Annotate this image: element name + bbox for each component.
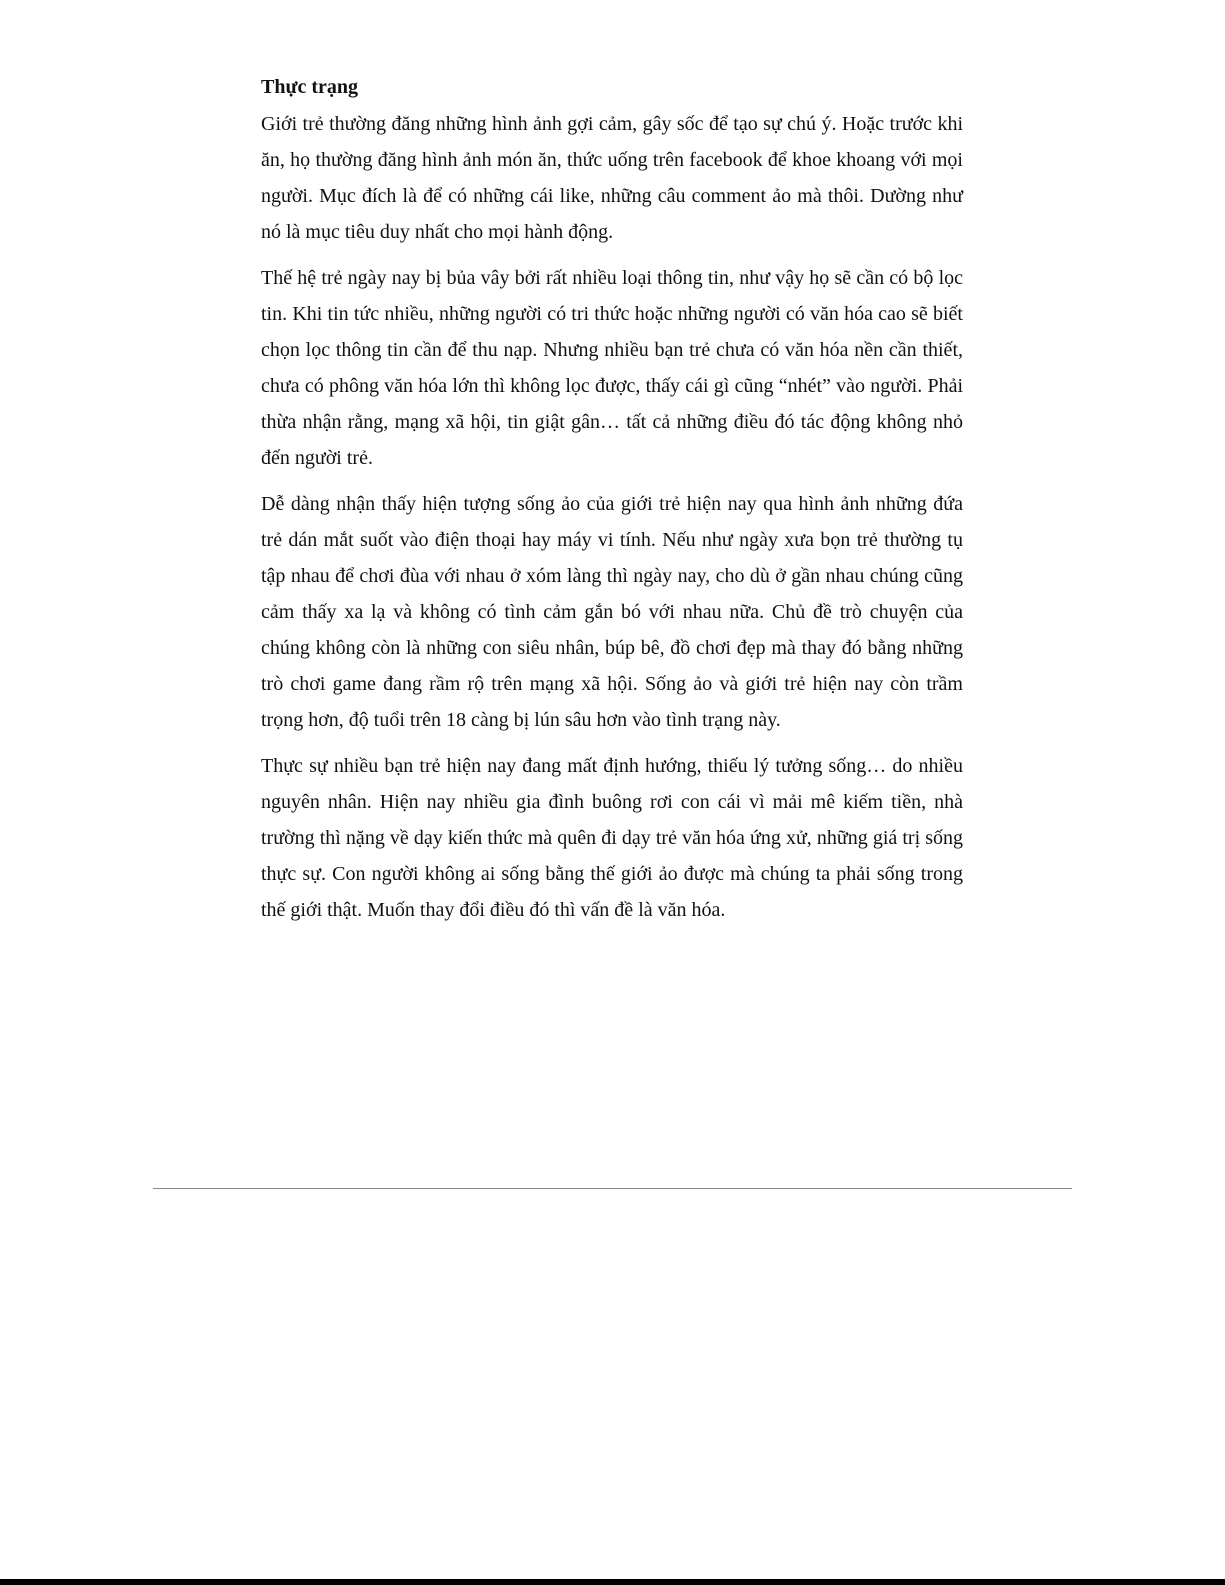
paragraph-3: Dễ dàng nhận thấy hiện tượng sống ảo của giới trẻ hiện nay qua hình ảnh những đứa trẻ dán mắt suốt vào điện thoại hay máy vi tính. Nếu như ngày xưa bọn trẻ thường tụ tập nhau để chơi đùa với nhau ở xóm làng thì ngày nay, cho dù ở gần nhau chúng cũng cảm thấy xa lạ và không có tình cảm gắn bó với nhau nữa. Chủ đề trò chuyện của chúng không còn là những con siêu nhân, búp bê, đồ chơi đẹp mà thay đó bằng những trò chơi game đang rầm rộ trên mạng xã hội. Sống ảo và giới trẻ hiện nay còn trầm trọng hơn, độ tuổi trên 18 càng bị lún sâu hơn vào tình trạng này.: [261, 493, 963, 731]
paragraph-2: Thế hệ trẻ ngày nay bị bủa vây bởi rất nhiều loại thông tin, như vậy họ sẽ cần có bộ lọc tin. Khi tin tức nhiều, những người có tri thức hoặc những người có văn hóa cao sẽ biết chọn lọc thông tin cần để thu nạp. Nhưng nhiều bạn trẻ chưa có văn hóa nền cần thiết, chưa có phông văn hóa lớn thì không lọc được, thấy cái gì cũng “nhét” vào người. Phải thừa nhận rằng, mạng xã hội, tin giật gân… tất cả những điều đó tác động không nhỏ đến người trẻ.: [261, 267, 963, 469]
document-body: [261, 72, 963, 938]
section-heading: Thực trạng: [261, 76, 359, 98]
paragraph-1: Giới trẻ thường đăng những hình ảnh gợi cảm, gây sốc để tạo sự chú ý. Hoặc trước khi ăn, họ thường đăng hình ảnh món ăn, thức uống trên facebook để khoe khoang với mọi người. Mục đích là để có những cái like, những câu comment ảo mà thôi. Dường như nó là mục tiêu duy nhất cho mọi hành động.: [261, 113, 963, 243]
bottom-edge-bar: [0, 1579, 1225, 1585]
paragraph-4: Thực sự nhiều bạn trẻ hiện nay đang mất định hướng, thiếu lý tưởng sống… do nhiều nguyên nhân. Hiện nay nhiều gia đình buông rơi con cái vì mải mê kiếm tiền, nhà trường thì nặng về dạy kiến thức mà quên đi dạy trẻ văn hóa ứng xử, những giá trị sống thực sự. Con người không ai sống bằng thế giới ảo được mà chúng ta phải sống trong thế giới thật. Muốn thay đổi điều đó thì vấn đề là văn hóa.: [261, 755, 963, 921]
page-break-rule: [153, 1188, 1072, 1189]
